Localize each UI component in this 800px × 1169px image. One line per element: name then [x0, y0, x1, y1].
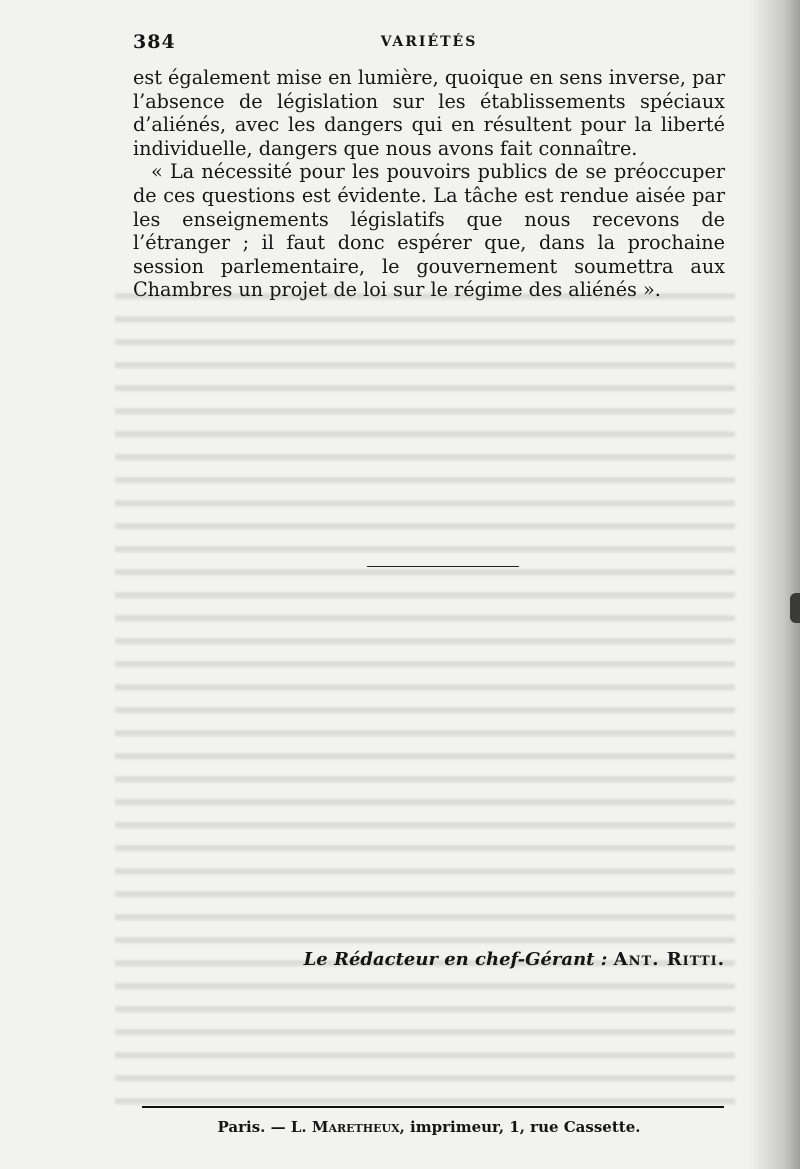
editor-name: Ant. Ritti.	[613, 949, 725, 970]
printer-imprint	[133, 1118, 725, 1136]
editor-signature	[133, 949, 725, 970]
footer-rule	[142, 1106, 724, 1108]
section-separator	[367, 566, 519, 567]
page-number: 384	[133, 31, 176, 53]
imprint-suffix: , imprimeur, 1, rue Cassette.	[399, 1118, 641, 1136]
running-head: VARIÉTÉS	[380, 34, 478, 50]
page-tab-mark	[790, 593, 800, 623]
body-text	[133, 66, 725, 302]
editor-role: Le Rédacteur en chef-Gérant :	[303, 949, 608, 970]
paragraph: est également mise en lumière, quoique en sens inverse, par l’absence de législation sur les établissements spéciaux d’aliénés, avec les dangers qui en résultent pour la liberté individuelle, dangers que nous avons fait connaître.	[133, 66, 725, 160]
imprint-printer: Maretheux	[311, 1118, 400, 1136]
paragraph: « La nécessité pour les pouvoirs publics de se préoccuper de ces questions est évidente. La tâche est rendue aisée par les enseignements législatifs que nous recevons de l’étranger ; il faut donc espérer que, dans la prochaine session parlementaire, le gouvernement soumettra aux Chambres un projet de loi sur le régime des aliénés ».	[133, 160, 725, 302]
show-through-text	[115, 285, 735, 1115]
imprint-prefix: Paris. — L.	[217, 1118, 307, 1136]
page-header	[133, 31, 725, 53]
page-edge-shadow	[748, 0, 800, 1169]
